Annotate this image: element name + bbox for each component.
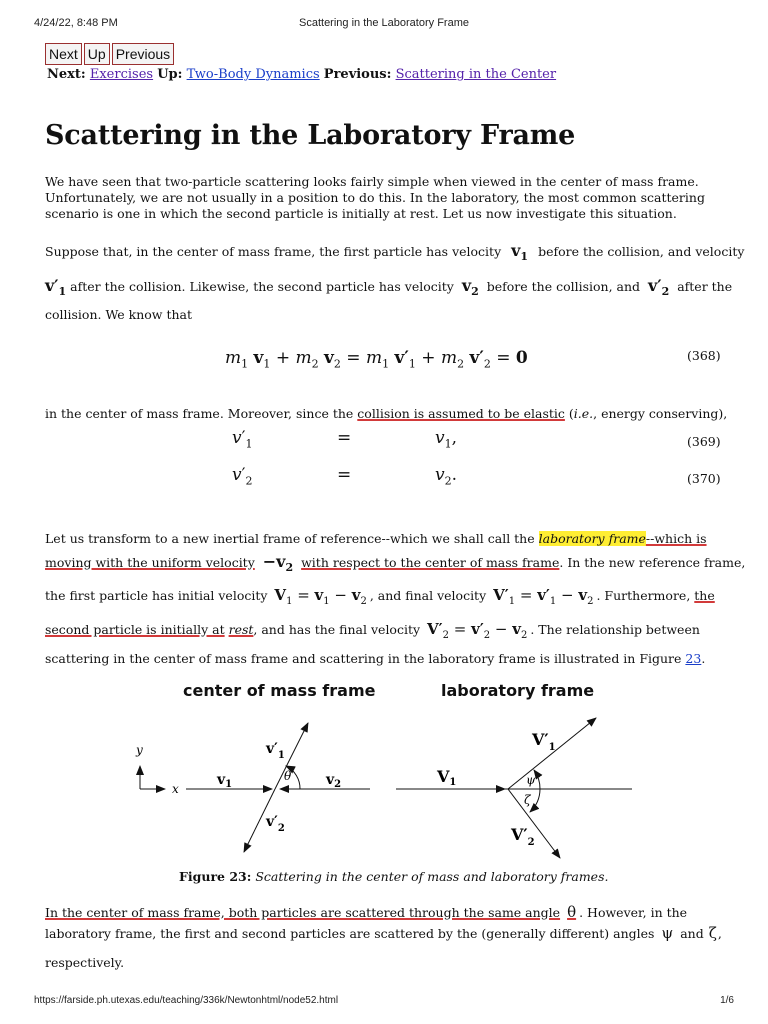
paragraph-4-line-4: second particle is initially at rest, and has the final velocity $V'_2 = v'_2 - v_2$ . The relationship between	[45, 620, 700, 641]
previous-button[interactable]: Previous	[112, 43, 174, 65]
equation-370-equals: =	[337, 465, 352, 485]
equation-370-lhs: $v'_2$	[232, 465, 253, 488]
svg-text:ψ: ψ	[526, 773, 536, 787]
print-doc-title: Scattering in the Laboratory Frame	[299, 17, 469, 29]
figure-left-title: center of mass frame	[183, 681, 376, 700]
nav-links	[47, 67, 556, 82]
paragraph-1: We have seen that two-particle scattering looks fairly simple when viewed in the center of mass frame. Unfortunately, we are not usually in a position to do this. In the laboratory, the most common scattering scenario is one in which the second particle is initially at rest. Let us now investigate this situation.	[45, 174, 705, 221]
previous-link[interactable]: Scattering in the Center	[395, 67, 557, 82]
paragraph-5-line-3: respectively.	[45, 955, 125, 970]
up-link[interactable]: Two-Body Dynamics	[186, 67, 320, 82]
svg-text:ζ: ζ	[524, 793, 531, 807]
svg-text:v1: $v_1$	[217, 772, 233, 790]
equation-number-368: (368)	[687, 348, 721, 363]
paragraph-2-line-1: Suppose that, in the center of mass frame, the first particle has velocity $v_1$ before the collision, and velocity	[45, 241, 745, 264]
figure-23-link[interactable]: 23	[685, 651, 702, 666]
svg-text:v2: $v_2$	[326, 772, 342, 790]
print-url: https://farside.ph.utexas.edu/teaching/336k/Newtonhtml/node52.html	[34, 995, 339, 1006]
lab-frame-diagram	[396, 718, 632, 858]
scattering-figure	[0, 700, 768, 870]
page-title: Scattering in the Laboratory Frame	[45, 120, 576, 151]
print-datetime: 4/24/22, 8:48 PM	[34, 17, 118, 29]
svg-text:V′1: $V'_1$	[532, 730, 556, 753]
next-link[interactable]: Exercises	[89, 67, 154, 82]
previous-label: Previous:	[323, 67, 392, 82]
next-label: Next:	[47, 67, 86, 82]
svg-text:v′1: $v'_1$	[266, 741, 285, 761]
up-label: Up:	[157, 67, 183, 82]
paragraph-2-line-3: collision. We know that	[45, 307, 193, 322]
equation-number-370: (370)	[687, 471, 721, 486]
svg-text:V′2: $V'_2$	[511, 825, 535, 848]
paragraph-3: in the center of mass frame. Moreover, since the collision is assumed to be elastic (i.e., energy conserving),	[45, 406, 728, 421]
paragraph-4-line-5: scattering in the center of mass frame and scattering in the laboratory frame is illustrated in Figure 23.	[45, 651, 706, 666]
equation-370-rhs: $v_2$.	[435, 465, 458, 488]
equation-number-369: (369)	[687, 434, 721, 449]
paragraph-5-line-2: laboratory frame, the first and second particles are scattered by the (generally different) angles ψ and ζ,	[45, 924, 722, 942]
paragraph-5-line-1: In the center of mass frame, both particles are scattered through the same angle θ . However, in the	[45, 903, 688, 921]
nav-buttons	[45, 43, 174, 65]
print-page-number: 1/6	[720, 995, 734, 1006]
cm-frame-diagram	[186, 723, 370, 852]
svg-text:v′2: $v'_2$	[266, 814, 285, 834]
equation-369-equals: =	[337, 428, 352, 448]
paragraph-4-line-3: the first particle has initial velocity $V_1 = v_1 - v_2$ , and final velocity $V'_1 = v'_1 - v_2$ . Furthermore, the	[45, 586, 715, 607]
laboratory-frame-highlight: laboratory frame	[538, 531, 646, 546]
equation-369-rhs: $v_1$,	[435, 428, 458, 451]
print-header	[0, 0, 768, 40]
svg-text:x: x	[172, 782, 179, 796]
equation-369-lhs: $v'_1$	[232, 428, 253, 451]
equation-368: $m_1$ $v_1 + m_2$ $v_2 = m_1$ $v'_1 + m_2$ $v'_2 = 0$	[225, 348, 528, 371]
paragraph-4-line-1: Let us transform to a new inertial frame of reference--which we shall call the laboratory frame--which is	[45, 531, 707, 546]
paragraph-2-line-2: $v'_1$ after the collision. Likewise, the second particle has velocity $v_2$ before the collision, and $v'_2$ after the	[45, 276, 733, 299]
axes-icon	[135, 743, 179, 796]
svg-text:y: y	[136, 743, 143, 757]
figure-right-title: laboratory frame	[441, 681, 595, 700]
svg-text:θ: θ	[284, 769, 292, 783]
paragraph-4-line-2: moving with the uniform velocity $-v_2$ with respect to the center of mass frame. In the new reference frame,	[45, 552, 746, 575]
svg-text:V1: V1	[437, 767, 457, 788]
next-button[interactable]: Next	[45, 43, 82, 65]
up-button[interactable]: Up	[84, 43, 110, 65]
figure-caption: Figure 23: Scattering in the center of mass and laboratory frames.	[179, 869, 609, 884]
